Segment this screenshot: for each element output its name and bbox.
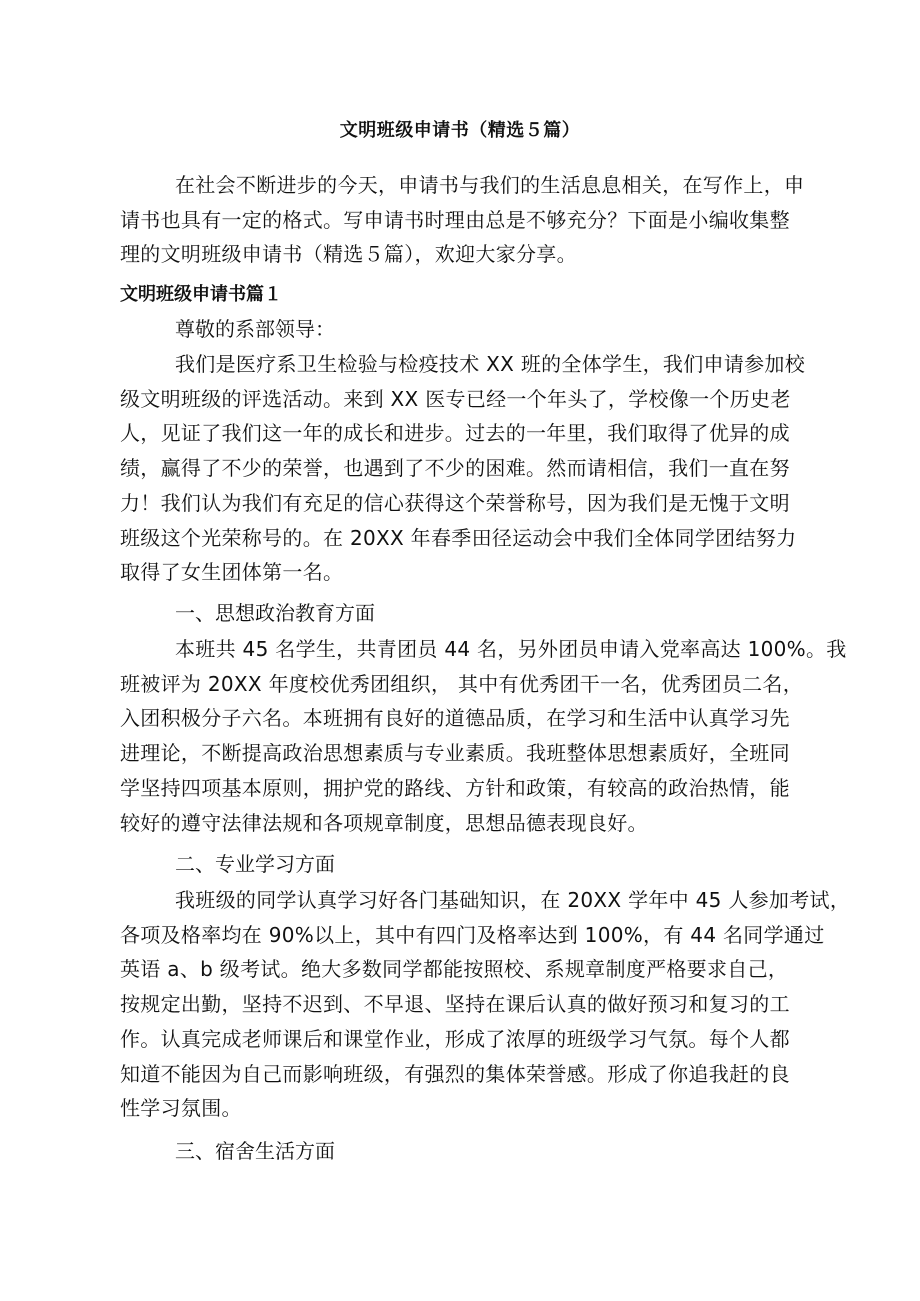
- paragraph-line: 各项及格率均在 90%以上，其中有四门及格率达到 100%，有 44 名同学通过: [120, 922, 825, 947]
- paragraph-line: 级文明班级的评选活动。来到 XX 医专已经一个年头了，学校像一个历史老: [120, 386, 791, 411]
- paragraph-1: [120, 347, 806, 590]
- paragraph-line: 绩，赢得了不少的荣誉，也遇到了不少的困难。然而请相信，我们一直在努: [120, 456, 790, 481]
- subheading-3: 三、宿舍生活方面: [175, 1139, 335, 1163]
- paragraph-line: 英语 a、b 级考试。绝大多数同学都能按照校、系规章制度严格要求自己，: [120, 957, 789, 982]
- paragraph-line: 我班级的同学认真学习好各门基础知识，在 20XX 学年中 45 人参加考试，: [175, 888, 851, 912]
- paragraph-line: 进理论，不断提高政治思想素质与专业素质。我班整体思想素质好，全班同: [120, 741, 790, 766]
- paragraph-line: 人，见证了我们这一年的成长和进步。过去的一年里，我们取得了优异的成: [120, 421, 790, 446]
- paragraph-line: 班被评为 20XX 年度校优秀团组织， 其中有优秀团干一名，优秀团员二名，: [120, 671, 804, 696]
- intro-line: 理的文明班级申请书（精选５篇），欢迎大家分享。: [120, 242, 577, 267]
- paragraph-line: 知道不能因为自己而影响班级，有强烈的集体荣誉感。形成了你追我赶的良: [120, 1061, 790, 1086]
- paragraph-line: 作。认真完成老师课后和课堂作业，形成了浓厚的班级学习气氛。每个人都: [120, 1026, 790, 1051]
- document-title: 文明班级申请书（精选５篇）: [339, 120, 581, 141]
- paragraph-line: 取得了女生团体第一名。: [120, 560, 344, 585]
- salutation: 尊敬的系部领导：: [175, 317, 335, 341]
- paragraph-line: 按规定出勤，坚持不迟到、不早退、坚持在课后认真的做好预习和复习的工: [120, 992, 790, 1017]
- paragraph-2: [120, 632, 847, 840]
- intro-line: 请书也具有一定的格式。写申请书时理由总是不够充分？下面是小编收集整: [120, 207, 790, 232]
- subheading-1: 一、思想政治教育方面: [175, 601, 375, 625]
- paragraph-line: 班级这个光荣称号的。在 20XX 年春季田径运动会中我们全体同学团结努力: [120, 525, 797, 550]
- paragraph-3: [120, 883, 851, 1126]
- paragraph-line: 较好的遵守法律法规和各项规章制度，思想品德表现良好。: [120, 810, 648, 835]
- section-heading: 文明班级申请书篇１: [120, 284, 282, 305]
- paragraph-line: 本班共 45 名学生，共青团员 44 名，另外团员申请入党率高达 100%。我: [175, 637, 847, 661]
- subheading-2: 二、专业学习方面: [175, 852, 335, 876]
- paragraph-line: 力！我们认为我们有充足的信心获得这个荣誉称号，因为我们是无愧于文明: [120, 490, 790, 515]
- intro-paragraph: [120, 168, 805, 272]
- intro-line: 在社会不断进步的今天，申请书与我们的生活息息相关，在写作上，申: [175, 173, 805, 197]
- paragraph-line: 入团积极分子六名。本班拥有良好的道德品质，在学习和生活中认真学习先: [120, 706, 790, 731]
- paragraph-line: 学坚持四项基本原则，拥护党的路线、方针和政策，有较高的政治热情，能: [120, 775, 790, 800]
- paragraph-line: 性学习氛围。: [120, 1096, 242, 1121]
- paragraph-line: 我们是医疗系卫生检验与检疫技术 XX 班的全体学生，我们申请参加校: [175, 352, 806, 376]
